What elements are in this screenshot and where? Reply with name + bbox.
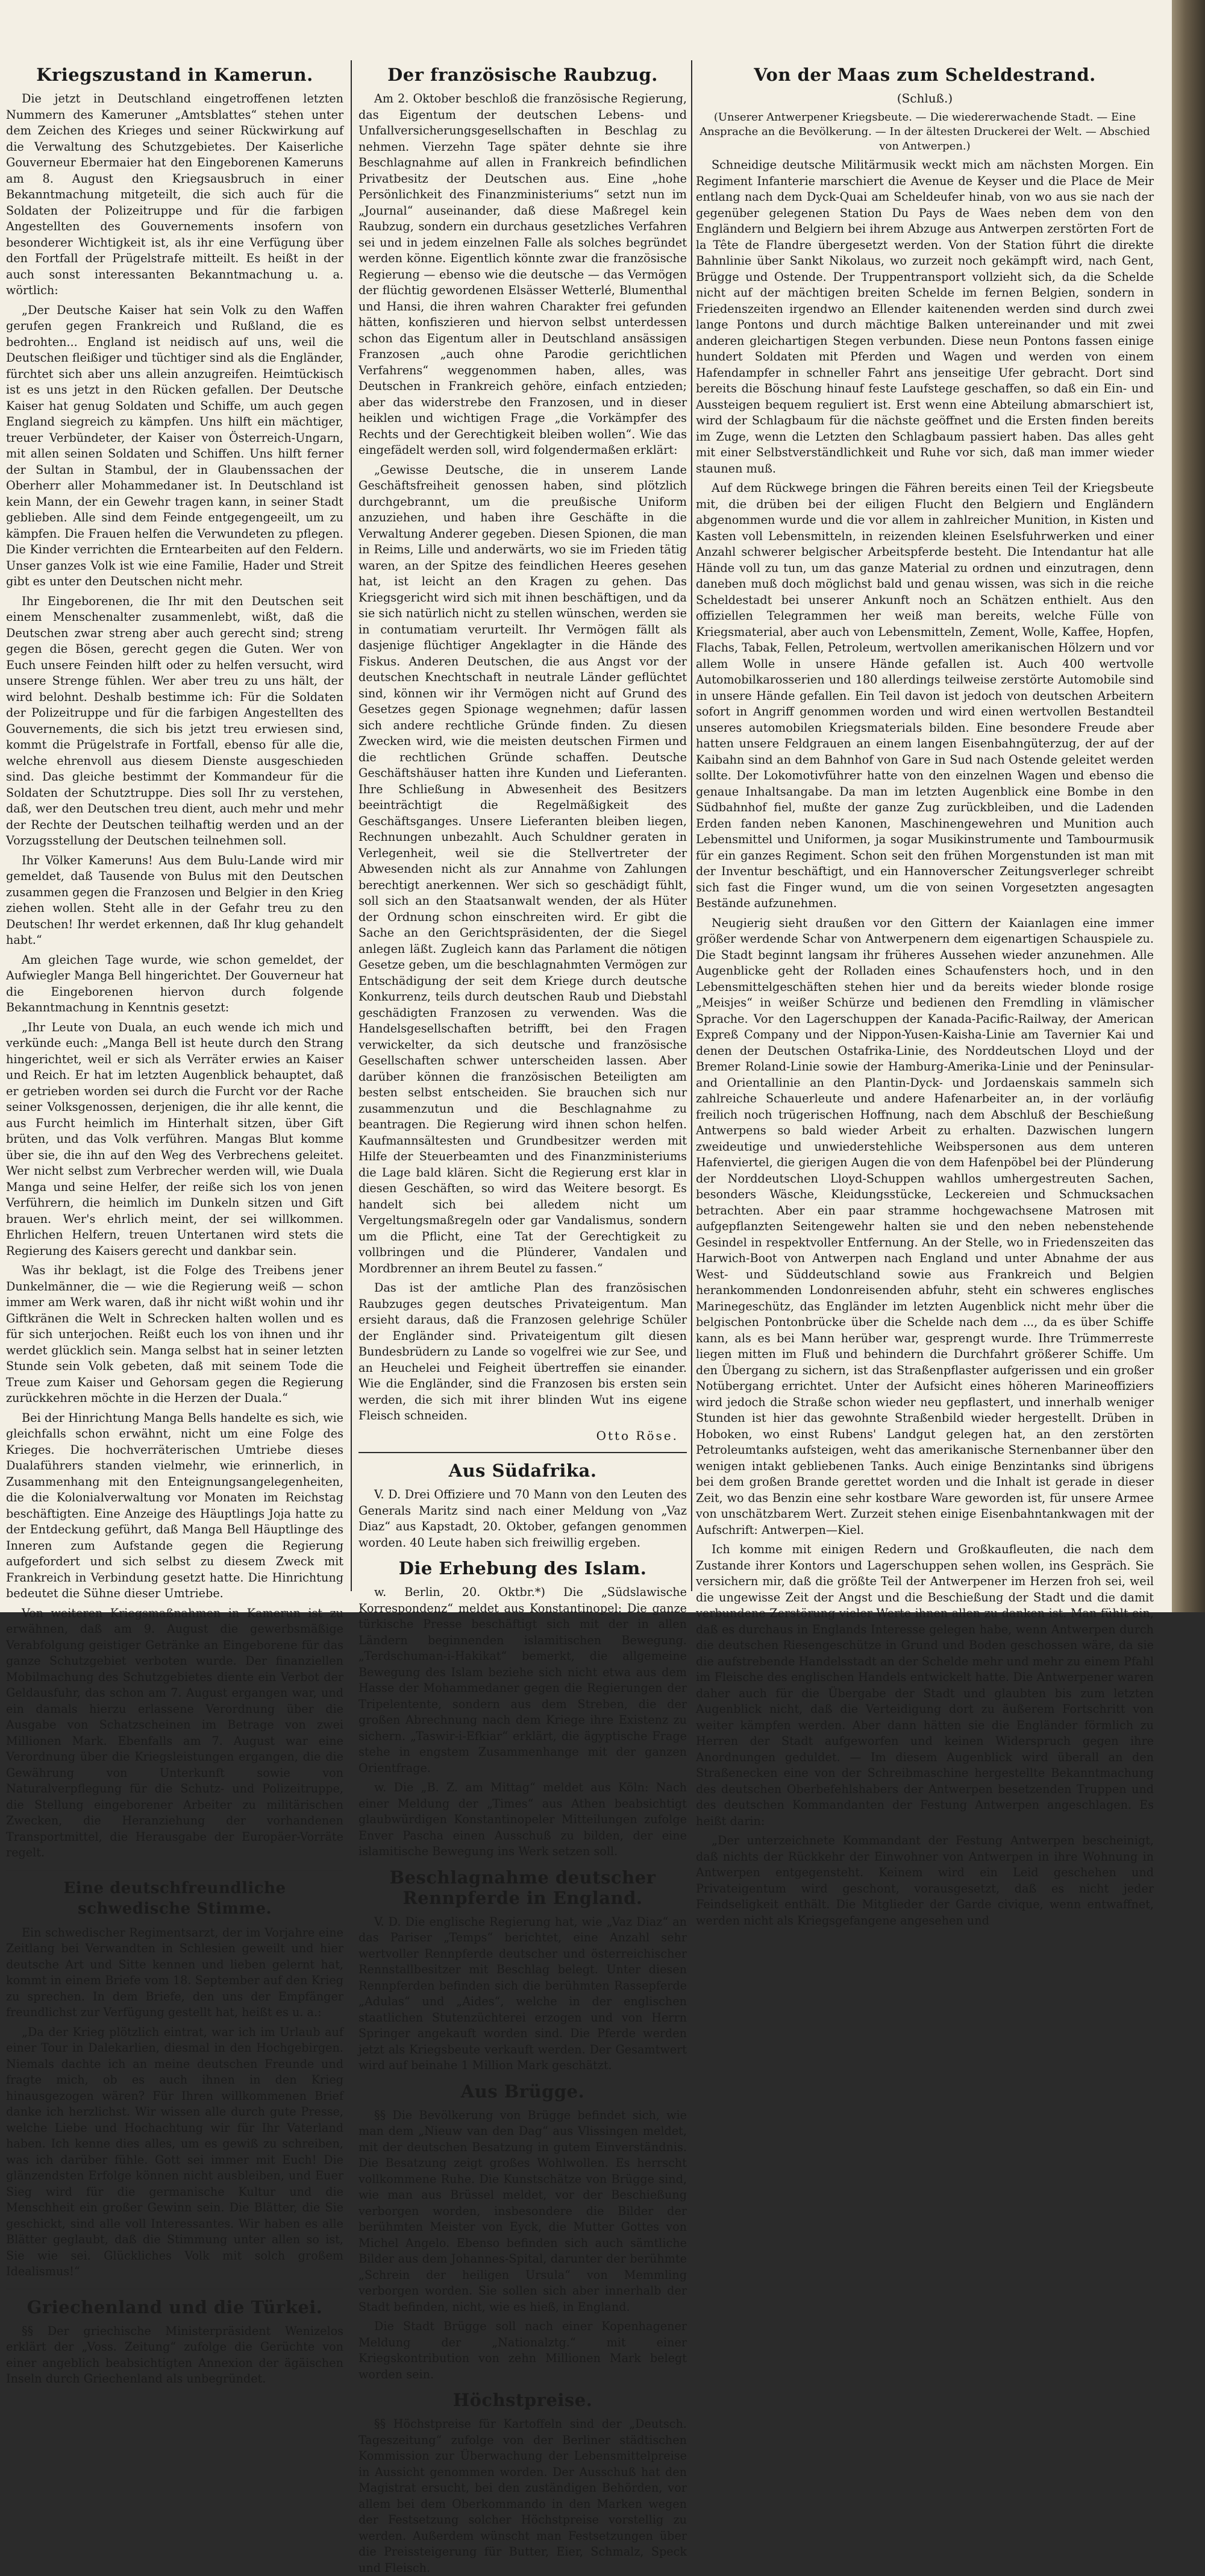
article-summary: (Unserer Antwerpener Kriegsbeute. — Die wiedererwachende Stadt. — Eine Ansprache an die Bevölkerung. — In der ältesten Druckerei der Welt. — Abschied von Antwerpen.): [700, 111, 1150, 152]
column-rule: [691, 60, 692, 1591]
paragraph: §§ Die Bevölkerung von Brügge befindet sich, wie man dem „Nieuw van den Dag“ aus Vlissingen meldet, mit der deutschen Besatzung in gutem Einverständnis. Die Besatzung zeigt großes Wohlwollen. Es herrscht vollkommene Ruhe. Die Kunstschätze von Brügge sind, wie man aus Brüssel meldet, vor der Beschießung verborgen worden, insbesondere die Bilder der berühmten Meister von Eyck, die Mutter Gottes von Michel Angelo. Ebenso befinden sich auch sämtliche Bilder aus dem Johannes-Spital, darunter der berühmte „Schrein der heiligen Ursula“ von Memmling verborgen worden. Sie sollen sich aber innerhalb der Stadt befinden, nicht, wie es hieß, in England.: [358, 2108, 687, 2314]
paragraph: „Der Deutsche Kaiser hat sein Volk zu den Waffen gerufen gegen Frankreich und Rußland, die es bedrohten... England ist neidisch auf uns, weil die Deutschen fleißiger und tüchtiger sind als die Engländer, fürchtet sich aber uns allein anzugreifen. Heimtückisch ist es uns jetzt in den Rücken gefallen. Der Deutsche Kaiser hat genug Soldaten und Schiffe, um auch gegen England siegreich zu kämpfen. Uns hilft ein mächtiger, treuer Verbündeter, der Kaiser von Österreich-Ungarn, mit allen seinen Soldaten und Schiffen. Uns hilft ferner der Sultan in Stambul, der in Glaubenssachen der Oberherr aller Mohammedaner ist. In Deutschland ist kein Mann, der ein Gewehr tragen kann, in seiner Stadt geblieben. Alle sind dem Feinde entgegengeeilt, um zu kämpfen. Die Frauen helfen die Verwundeten zu pflegen. Die Kinder verrichten die Erntearbeiten auf den Feldern. Unser ganzes Volk ist wie eine Familie, Hader und Streit gibt es unter den Deutschen nicht mehr.: [6, 303, 343, 588]
paragraph: Die jetzt in Deutschland eingetroffenen letzten Nummern des Kameruner „Amtsblattes“ stehen unter dem Zeichen des Krieges und seiner Rückwirkung auf die Verwaltung des Schutzgebietes. Der Kaiserliche Gouverneur Ebermaier hat den Eingeborenen Kameruns am 8. August den Kriegsausbruch in einer Bekanntmachung mitgeteilt, die sich auch für die Soldaten der Polizeitruppe und für die farbigen Angestellten des Gouvernements insofern von besonderer Wichtigkeit ist, als ihr eine Verfügung über den Fortfall der Prügelstrafe mitteilt. Es heißt in der auch sonst interessanten Bekanntmachung u. a. wörtlich:: [6, 92, 343, 297]
article-title: Eine deutschfreundliche schwedische Stimme.: [63, 1879, 286, 1918]
paragraph: „Gewisse Deutsche, die in unserem Lande Geschäftsfreiheit genossen haben, sind plötzlich durchgebrannt, um die preußische Uniform anzuziehen, und haben ihre Geschäfte in die Verwaltung Anderer gegeben. Diesen Spionen, die man in Reims, Lille und anderwärts, wo sie im Frieden tätig waren, an der Spitze des feindlichen Heeres gesehen hat, ist leicht an den Kragen zu gehen. Das Kriegsgericht wird sich mit ihnen beschäftigen, und da sie sich natürlich nicht zu stellen wünschen, werden sie in contumatiam verurteilt. Ihr Vermögen fällt als dasjenige flüchtiger Angeklagter in die Hände des Fiskus. Anderen Deutschen, die aus Angst vor der deutschen Knechtschaft in neutrale Länder geflüchtet sind, können wir ihr Vermögen nicht auf Grund des Gesetzes gegen Spionage wegnehmen; dafür lassen sich andere rechtliche Gründe finden. Zu diesen Zwecken wird, wie die meisten deutschen Firmen und die rechtlichen Gründe schaffen. Deutsche Geschäftshäuser hatten ihre Kunden und Lieferanten. Ihre Schließung in Abwesenheit des Besitzers beeinträchtigt die Regelmäßigkeit des Geschäftsganges. Unsere Lieferanten bleiben liegen, Rechnungen unbezahlt. Auch Schuldner geraten in Verlegenheit, weil sie die Stellvertreter der Abwesenden nicht als zur Annahme von Zahlungen berechtigt anerkennen. Wer sich so geschädigt fühlt, soll sich an den Staatsanwalt wenden, der als Hüter der Ordnung schon einschreiten wird. Er gibt die Sache an den Gerichtspräsidenten, der die Siegel anlegen läßt. Zugleich kann das Parlament die nötigen Gesetze geben, um die beschlagnahmten Vermögen zur Entschädigung der seit dem Kriege durch deutsche Konkurrenz, teils durch deutschen Raub und Diebstahl geschädigten Franzosen zu verwenden. Was die Handelsgesellschaften betrifft, bei den Fragen verwickelter, da sich deutsche und französische Gesellschaften schwer unterscheiden lassen. Aber darüber können die französischen Beteiligten am besten selbst entscheiden. Sie brauchen sich nur zusammenzutun und die Beschlagnahme zu beantragen. Die Regierung wird ihnen schon helfen. Kaufmannsältesten und Grundbesitzer werden mit Hilfe der Steuerbeamten und des Finanzministeriums die Lage bald klären. Sicht die Regierung erst klar in diesen Geschäften, so wird das Weitere besorgt. Es handelt sich bei alledem nicht um Vergeltungsmaßregeln oder gar Vandalismus, sondern um die Pflicht, eine Tat der Gerechtigkeit zu vollbringen und die Plünderer, Vandalen und Mordbrenner an ihrem Beutel zu fassen.“: [358, 462, 687, 1275]
article-title: Aus Südafrika.: [448, 1460, 597, 1481]
column-rule: [351, 60, 352, 1591]
paragraph: Die Stadt Brügge soll nach einer Kopenhagener Meldung der „Nationalztg.“ mit einer Kriegskontribution von zehn Millionen Mark belegt worden sein.: [358, 2319, 687, 2381]
paragraph: Das ist der amtliche Plan des französischen Raubzuges gegen deutsches Privateigentum. Man ersieht daraus, daß die Franzosen gelehrige Schüler der Engländer sind. Privateigentum gilt diesen Bundesbrüdern zu Lande so vogelfrei wie zur See, und an Heuchelei und Feigheit übertreffen sie einander. Wie die Engländer, sind die Franzosen bis ersten sein werden, die sich mit ihrer blinden Wut ins eigene Fleisch schneiden.: [358, 1281, 687, 1422]
paragraph: V. D. Die englische Regierung hat, wie „Vaz Diaz“ an das Pariser „Temps“ berichtet, eine Anzahl sehr wertvoller Rennpferde deutscher und österreichischer Rennstallbesitzer mit Beschlag belegt. Unter diesen Rennpferden befinden sich die berühmten Rassepferde „Adulas“ und „Aides“, welche in der englischen staatlichen Stutenzüchterei erzogen und von Herrn Springer angekauft worden sind. Die Pferde werden jetzt als Kriegsbeute verkauft werden. Der Gesamtwert wird auf beinahe 1 Million Mark geschätzt.: [358, 1914, 687, 2072]
paragraph: V. D. Drei Offiziere und 70 Mann von den Leuten des Generals Maritz sind nach einer Meldung von „Vaz Diaz“ aus Kapstadt, 20. Oktober, gefangen genommen worden. 40 Leute haben sich freiwillig ergeben.: [358, 1487, 687, 1550]
column-1: [6, 57, 343, 2386]
section-divider: [6, 1870, 343, 1871]
book-edge: [1172, 0, 1205, 1612]
section-divider: [358, 1452, 687, 1453]
paragraph: „Da der Krieg plötzlich eintrat, war ich im Urlaub auf einer Tour in Dalekarlien, diesmal in den Hochgebirgen. Niemals dachte ich an meine deutschen Freunde und fragte mich, ob es auch ihnen in den Krieg hinausgezogen wären? Für Ihren willkommenen Brief danke ich herzlichst. Wir wissen alle durch gute Presse, welche Liebe und Hochachtung wir für Ihr Vaterland haben. Ich kenne dies alles, um es gewiß zu schreiben, was ich darüber fühle. Gott sei immer mit Euch! Die glänzendsten Erfolge können nicht ausbleiben, und Euer Sieg wird für die germanische Kultur und die Menschheit ein großer Gewinn sein. Die Blätter, die Sie geschickt, sind alle voll Interessantes. Wir haben es alle Blätter geglaubt, daß die Stimmung unter allen so ist, Sie wie sei. Glückliches Volk mit solch großem Idealismus!“: [6, 2025, 343, 2278]
paragraph: Was ihr beklagt, ist die Folge des Treibens jener Dunkelmänner, die — wie die Regierung weiß — schon immer am Werk waren, daß ihr nicht wißt wohin und ihr Giftkränen die Welt in Schrecken halten wollen und es für sich unterjochen. Reißt euch los von ihnen und ihr werdet glücklich sein. Manga selbst hat in seiner letzten Stunde sein Volk gebeten, daß mit seinem Tode die Treue zum Kaiser und Gehorsam gegen die Regierung zurückkehren möchte in die Herzen der Duala.“: [6, 1263, 343, 1405]
section-divider: [6, 2289, 343, 2290]
paragraph: Von weiteren Kriegsmaßnahmen in Kamerun ist zu erwähnen, daß am 9. August die gewerbsmäßige Verabfolgung geistiger Getränke an Eingeborene für das ganze Schutzgebiet verboten wurde. Der finanziellen Mobilmachung des Schutzgebietes diente ein Verbot der Geldausfuhr, das schon am 7. August ergangen war, und ein damals hierzu erlassene Verordnung über die Ausgabe von Schatzscheinen im Betrage von zwei Millionen Mark. Ebenfalls am 7. August war eine Verordnung über die Kriegsleistungen ergangen, die die Gewährung von Unterkunft sowie von Naturalverpflegung für die Schutz- und Polizeitruppe, die Stellung eingeborener Arbeiter zu militärischen Zwecken, die Heranziehung der vorhandenen Transportmittel, die Herausgabe der Europäer-Vorräte regelt.: [6, 1606, 343, 1859]
paragraph: Am 2. Oktober beschloß die französische Regierung, das Eigentum der deutschen Lebens- und Unfallversicherungsgesellschaften in Beschlag zu nehmen. Vierzehn Tage später dehnte sie ihre Beschlagnahme auf allen in Frankreich befindlichen Privatbesitz der Deutschen aus. Eine „hohe Persönlichkeit des Finanzministeriums“ setzt nun im „Journal“ auseinander, daß diese Maßregel kein Raubzug, sondern ein durchaus gesetzliches Verfahren sei und in jedem einzelnen Falle als solches begründet werden könne. Eigentlich könnte zwar die französische Regierung — ebenso wie die deutsche — das Vermögen der flüchtig gewordenen Elsässer Wetterlé, Blumenthal und Hansi, die ihren wahren Charakter frei gefunden hätten, konfiszieren und hiervon selbst unterdessen schon das Eigentum aller in Deutschland ansässigen Franzosen „auch ohne Parodie gerichtlichen Verfahrens“ weggenommen haben, alles, was Deutschen in Frankreich gehöre, einfach entzieden; aber das widerstrebe den Franzosen, und in dieser heiklen und wichtigen Frage „die Vorkämpfer des Rechts und der Gerechtigkeit bleiben wollen“. Wie das eingefädelt werden soll, wird folgendermaßen erklärt:: [358, 92, 687, 457]
paragraph: Ihr Eingeborenen, die Ihr mit den Deutschen seit einem Menschenalter zusammenlebt, wißt, daß die Deutschen zwar streng aber auch gerecht sind; streng gegen die Bösen, gerecht gegen die Guten. Wer von Euch unsere Feinden hilft oder zu helfen versucht, wird unsere Strenge fühlen. Wer aber treu zu uns hält, der wird belohnt. Deshalb bestimme ich: Für die Soldaten der Polizeitruppe und für die farbigen Angestellten des Gouvernements, die sich bis jetzt treu erwiesen sind, kommt die Prügelstrafe in Fortfall, ebenso für alle die, welche ehrenvoll aus diesem Dienste ausgeschieden sind. Das gleiche bestimmt der Kommandeur für die Soldaten der Schutztruppe. Dies soll Ihr zu verstehen, daß, wer den Deutschen treu dient, auch mehr und mehr der Rechte der Deutschen teilhaftig werden und an der Vorzugsstellung der Deutschen teilnehmen soll.: [6, 594, 343, 847]
paragraph: Ihr Völker Kameruns! Aus dem Bulu-Lande wird mir gemeldet, daß Tausende von Bulus mit den Deutschen zusammen gegen die Franzosen und Belgier in den Krieg ziehen wollen. Steht alle in der Gefahr treu zu den Deutschen! Ihr werdet erkennen, daß Ihr klug gehandelt habt.“: [6, 853, 343, 947]
paragraph: „Ihr Leute von Duala, an euch wende ich mich und verkünde euch: „Manga Bell ist heute durch den Strang hingerichtet, weil er sich als Verräter erwies an Kaiser und Reich. Er hat im letzten Augenblick behauptet, daß er getrieben worden sei durch die Furcht vor der Rache seiner Volksgenossen, derjenigen, die ihr alle kennt, die aus Furcht heimlich im Hinterhalt sitzen, über Gift brüten, und das Volk verführen. Mangas Blut komme über sie, die ihn auf den Weg des Verbrechens geleitet. Wer nicht selbst zum Verbrecher werden will, wie Duala Manga und seine Helfer, der reiße sich los von jenen Verführern, die heimlich im Dunkeln sitzen und Gift brauen. Wer's ehrlich meint, der sei willkommen. Ehrlichen Helfern, treuen Untertanen wird stets die Regierung des Kaisers gerecht und dankbar sein.: [6, 1020, 343, 1258]
paragraph: Bei der Hinrichtung Manga Bells handelte es sich, wie gleichfalls schon erwähnt, nicht um eine Folge des Krieges. Die hochverräterischen Umtriebe dieses Dualaführers standen vielmehr, wie erinnerlich, in Zusammenhang mit den Enteignungsangelegenheiten, die die Kolonialverwaltung vor Monaten im Reichstag beschäftigten. Eine Anzeige des Häuptlings Joja hatte zu der Entdeckung geführt, daß Manga Bell Häuptlinge des Inneren zum Aufstande gegen die Regierung aufgefordert und sich selbst zu diesem Zweck mit Frankreich in Verbindung gesetzt hatte. Die Hinrichtung bedeutet die Sühne dieser Umtriebe.: [6, 1410, 343, 1600]
article-title: Griechenland und die Türkei.: [27, 2296, 323, 2317]
article-title: Höchstpreise.: [452, 2390, 593, 2410]
article-title: Aus Brügge.: [460, 2081, 585, 2102]
paragraph: Ein schwedischer Regimentsarzt, der im Vorjahre eine Zeitlang bei Verwandten in Schlesien geweilt und hier deutsche Art und Sitte kennen und lieben gelernt hat, kommt in einem Briefe vom 18. September auf den Krieg zu sprechen. In dem Briefe, den uns der Empfänger freundlichst zur Verfügung gestellt hat, heißt es u. a.:: [6, 1925, 343, 2019]
paragraph: Am gleichen Tage wurde, wie schon gemeldet, der Aufwiegler Manga Bell hingerichtet. Der Gouverneur hat die Eingeborenen hiervon durch folgende Bekanntmachung in Kenntnis gesetzt:: [6, 952, 343, 1014]
paragraph: Neugierig sieht draußen vor den Gittern der Kaianlagen eine immer größer werdende Schar von Antwerpenern dem eigenartigen Schauspiele zu. Die Stadt beginnt langsam ihr früheres Aussehen wieder anzunehmen. Alle Augenblicke geht der Rolladen eines Schaufensters hoch, und in den Lebensmittelgeschäften stehen hier und da bereits wieder blonde rosige „Meisjes“ in weißer Schürze und bedienen den Fremdling in vlämischer Sprache. Vor den Lagerschuppen der Kanada-Pacific-Railway, der American Expreß Company und der Nippon-Yusen-Kaisha-Linie am Tavernier Kai und denen der Deutschen Ostafrika-Linie, des Norddeutschen Lloyd und der Bremer Roland-Linie sowie der Hamburg-Amerika-Linie und der Peninsular- and Orientallinie an den Plantin-Dyck- und Jordaenskais sammeln sich zahlreiche Schauerleute und andere Hafenarbeiter an, in der vorläufig freilich noch trügerischen Hoffnung, nach dem Abschluß der Beschießung Antwerpens so bald wieder Arbeit zu erhalten. Dazwischen lungern zweideutige und unwiederstehliche Weibspersonen aus dem unteren Hafenviertel, die gierigen Augen die von dem Hafenpöbel bei der Plünderung der Norddeutschen Lloyd-Schuppen wahllos umhergestreuten Sachen, besonders Wäsche, Kleidungsstücke, Leckereien und Schmucksachen betrachten. Aber ein paar stramme hochgewachsene Matrosen mit aufgepflanzten Seitengewehr halten sie und den neben nebenstehende Gesindel in respektvoller Entfernung. An der Stelle, wo in Friedenszeiten das Harwich-Boot von Antwerpen nach England und unter Abnahme der aus West- und Süddeutschland sowie aus Frankreich und Belgien herankommenden Londonreisenden abfuhr, steht ein schweres englisches Marinegeschütz, das Engländer im letzten Augenblick nicht mehr über die belgischen Pontonbrücke über die Schelde nach dem ..., da es über Schiffe kann, als es bei Mann herüber war, gesprengt wurde. Ihre Trümmerreste liegen mitten im Fluß und behindern die Durchfahrt größerer Schiffe. Um den Übergang zu sichern, ist das Straßenpflaster aufgerissen und ein großer Notübergang errichtet. Unter der Aufsicht eines höheren Marineoffiziers wird jedoch die Straße schon wieder neu gepflastert, und innerhalb weniger Stunden ist hier das gewohnte Straßenbild wieder hergestellt. Drüben in Hoboken, wo einst Rubens' Landgut gelegen hat, an den zerstörten Petroleumtanks aufsteigen, weht das amerikanische Sternenbanner über den wenigen intakt gebliebenen Tanks. Auch einige Benzintanks sind übrigens bei dem großen Brande gerettet worden und die Inhalt ist gerade in dieser Zeit, wo das Benzin eine sehr kostbare Ware geworden ist, für unsere Armee von unschätzbarem Wert. Zurzeit stehen einige Eisenbahntankwagen mit der Aufschrift: Antwerpen—Kiel.: [696, 916, 1154, 1537]
article-title: Von der Maas zum Scheldestrand.: [754, 64, 1096, 85]
column-3: [696, 57, 1154, 1927]
paragraph: §§ Der griechische Ministerpräsident Wenizelos erklärt der „Voss. Zeitung“ zufolge die Gerüchte von einer angeblich beabsichtigten Annexion der ägäischen Inseln durch Griechenland als unbegründet.: [6, 2323, 343, 2386]
paragraph: w. Die „B. Z. am Mittag“ meldet aus Köln: Nach einer Meldung der „Times“ aus Athen beabsichtigt glaubwürdigen Konstantinopeler Mitteilungen zufolge Enver Pascha einen Ausschuß zu bilden, der eine islamitische Bewegung ins Werk setzen soll.: [358, 1780, 687, 1858]
article-title: Der französische Raubzug.: [387, 64, 658, 85]
paragraph: Auf dem Rückwege bringen die Fähren bereits einen Teil der Kriegsbeute mit, die drüben bei der eiligen Flucht den Belgiern und Engländern abgenommen wurde und die vor allem in zahlreicher Munition, in Kisten und Kasten voll Lebensmitteln, in reizenden kleinen Eselsfuhrwerken und einer Anzahl schwerer belgischer Arbeitspferde besteht. Die Intendantur hat alle Hände voll zu tun, um das ganze Material zu ordnen und einzutragen, denn daneben muß doch möglichst bald und genau wissen, was sich in die reiche Scheldestadt bei unserer Ankunft noch an Schätzen enthielt. Aus den offiziellen Telegrammen her weiß man bereits, welche Fülle von Kriegsmaterial, aber auch von Lebensmitteln, Zement, Wolle, Kaffee, Hopfen, Flachs, Tabak, Fellen, Petroleum, wertvollen amerikanischen Hölzern und vor allem Wolle in unsere Hände gefallen ist. Auch 400 wertvolle Automobilkarosserien und 180 allerdings teilweise zerstörte Automobile sind in unsere Hände gefallen. Ein Teil davon ist jedoch von deutschen Arbeitern sofort in Angriff genommen worden und wird einen wertvollen Bestandteil unseres automobilen Kriegsmaterials bilden. Eine besondere Freude aber hatten unsere Feldgrauen an einem langen Eisenbahngüterzug, der auf der Kaibahn sind an dem Bahnhof von Gare in Sud nach Ostende geleitet werden sollte. Der Lokomotivführer hatte von den einzelnen Wagen und ebenso die genaue Inhaltsangabe. Da man im letzten Augenblick eine Bombe in den Südbahnhof fiel, mußte der ganze Zug zurückbleiben, und die Ladenden Erden fanden neben Kanonen, Maschinengewehren und Munition auch Lebensmittel und Uniformen, ja sogar Musikinstrumente und Tambourmusik für ein ganzes Regiment. Schon seit den frühen Morgenstunden ist man mit der Inventur beschäftigt, und ein Hannoverscher Zeitungsverleger schreibt sich fast die Finger wund, um die von seinen Vorgesetzten angesagten Bestände aufzunehmen.: [696, 481, 1154, 910]
author-signature: Otto Röse.: [596, 1428, 678, 1443]
article-title: Kriegszustand in Kamerun.: [36, 64, 313, 85]
paragraph: §§ Höchstpreise für Kartoffeln sind der „Deutsch. Tageszeitung“ zufolge von der Berliner städtischen Kommission zur Überwachung der Lebensmittelpreise in Aussicht genommen worden. Der Ausschuß hat den Magistrat ersucht, bei den zuständigen Behörden, vor allem bei dem Oberkommando in den Marken wegen der Festsetzung solcher Höchstpreise vorstellig zu werden. Außerdem wünscht man Festsetzungen über die Preissteigerung für Butter, Eier, Schmalz, Speck und Fleisch.: [358, 2417, 687, 2575]
paragraph: Ich komme mit einigen Redern und Großkaufleuten, die nach dem Zustande ihrer Kontors und Lagerschuppen sehen wollen, ins Gespräch. Sie versichern mir, daß die größte Teil der Antwerpener im Herzen froh sei, weil die ungewisse Zeit der Angst und die Beschießung der Stadt und die damit verbundene Zerstörung vieler Werte ihnen allen zu danken ist. Man fühlt ein, daß es durchaus in Englands Interesse gelegen habe, wenn Antwerpen durch die deutschen Riesengeschütze in Grund und Boden geschossen wäre, da sie die aufstrebende Handelsstadt an der Schelde mehr und mehr zu einem Pfahl im Fleische des englischen Handels entwickelt hatte. Die Antwerpener waren daher auch für die Übergabe der Stadt und glaubten bis zum letzten Augenblick nicht, daß die Verteidigung dort zu äußerem Fortschritt von weiter kämpfen werden. Aber dann hätten sie die Engländer förmlich zu Herren der Stadt aufgeworfen und keinen Widerspruch gegen ihre Anordnungen geduldet. — Im diesem Augenblick wird überall an den Straßenecken eine von der Schreibmaschine hergestellte Bekanntmachung des deutschen Oberbefehlshabers der Antwerpen besetzenden Truppen und des deutschen Kommandanten der Festung Antwerpen angeschlagen. Es heißt darin:: [696, 1542, 1154, 1828]
article-title: Beschlagnahme deutscher Rennpferde in England.: [389, 1867, 656, 1908]
paragraph: „Der unterzeichnete Kommandant der Festung Antwerpen bescheinigt, daß nichts der Rückkehr der Einwohner von Antwerpen in ihre Wohnung in Antwerpen entgegensteht. Keinem wird ein Leid geschehen und Privateigentum wird geschont, vorausgesetzt, daß es nicht jeder Feindseligkeit enthält. Die Mitglieder der Garde civique, wenn entwaffnet, werden nicht als Kriegsgefangene angesehen und: [696, 1833, 1154, 1927]
paragraph: Schneidige deutsche Militärmusik weckt mich am nächsten Morgen. Ein Regiment Infanterie marschiert die Avenue de Keyser und die Place de Meir entlang nach dem Dyck-Quai am Scheldeufer hinab, von wo aus sie nach der gegenüber gelegenen Station Du Pays de Waes neben dem von den Engländern und Belgiern bei ihrem Abzuge aus Antwerpen zerstörten Fort de la Tête de Flandre übergesetzt werden. Von der Station führt die direkte Bahnlinie über Sankt Nikolaus, wo zurzeit noch gekämpft wird, nach Gent, Brügge und Ostende. Der Truppentransport vollzieht sich, da die Schelde nicht auf der mächtigen breiten Schelde im fernen Belgien, sondern in Friedenszeiten irgendwo an Ellender kaitenenden werden sind durch zwei lange Pontons und durch mächtige Balken untereinander und mit zwei anderen gleichartigen Stegen verbunden. Diese neun Pontons fassen einige hundert Soldaten mit Pferden und Wagen und werden von einem Hafendampfer in schneller Fahrt ans jenseitige Ufer gebracht. Dort sind bereits die Böschung hinauf feste Laufstege geschaffen, so daß ein Ein- und Aussteigen bequem reguliert ist. Erst wenn eine Abteilung abmarschiert ist, wird der Schlagbaum für die nächste geöffnet und die Ersten finden bereits im Zuge, wenn die Letzten den Schlagbaum passiert haben. Das alles geht mit einer Selbstverständlichkeit und Ruhe vor sich, daß man immer wieder staunen muß.: [696, 158, 1154, 476]
article-title: Die Erhebung des Islam.: [398, 1558, 647, 1579]
paragraph: w. Berlin, 20. Oktbr.*) Die „Südslawische Korrespondenz“ meldet aus Konstantinopel: Die ganze türkische Presse beschäftigt sich mit der in allen Ländern beginnenden islamitischen Bewegung. „Terdschuman-i-Hakikat“ bemerkt, die allgemeine Bewegung des Islam beziehe sich nicht etwa aus dem Hasse der Mohammedaner gegen die Regierungen der Tripelentente, sondern aus dem Streben, die der großen Abrechnung nach dem Kriege ihre Existenz zu sichern. „Taswir-i-Efkiar“ erklärt, die ägyptische Frage stehe in engstem Zusammenhange mit der ganzen Orientfrage.: [358, 1585, 687, 1775]
article-subtitle: (Schluß.): [897, 91, 953, 105]
column-2: [358, 57, 687, 2575]
